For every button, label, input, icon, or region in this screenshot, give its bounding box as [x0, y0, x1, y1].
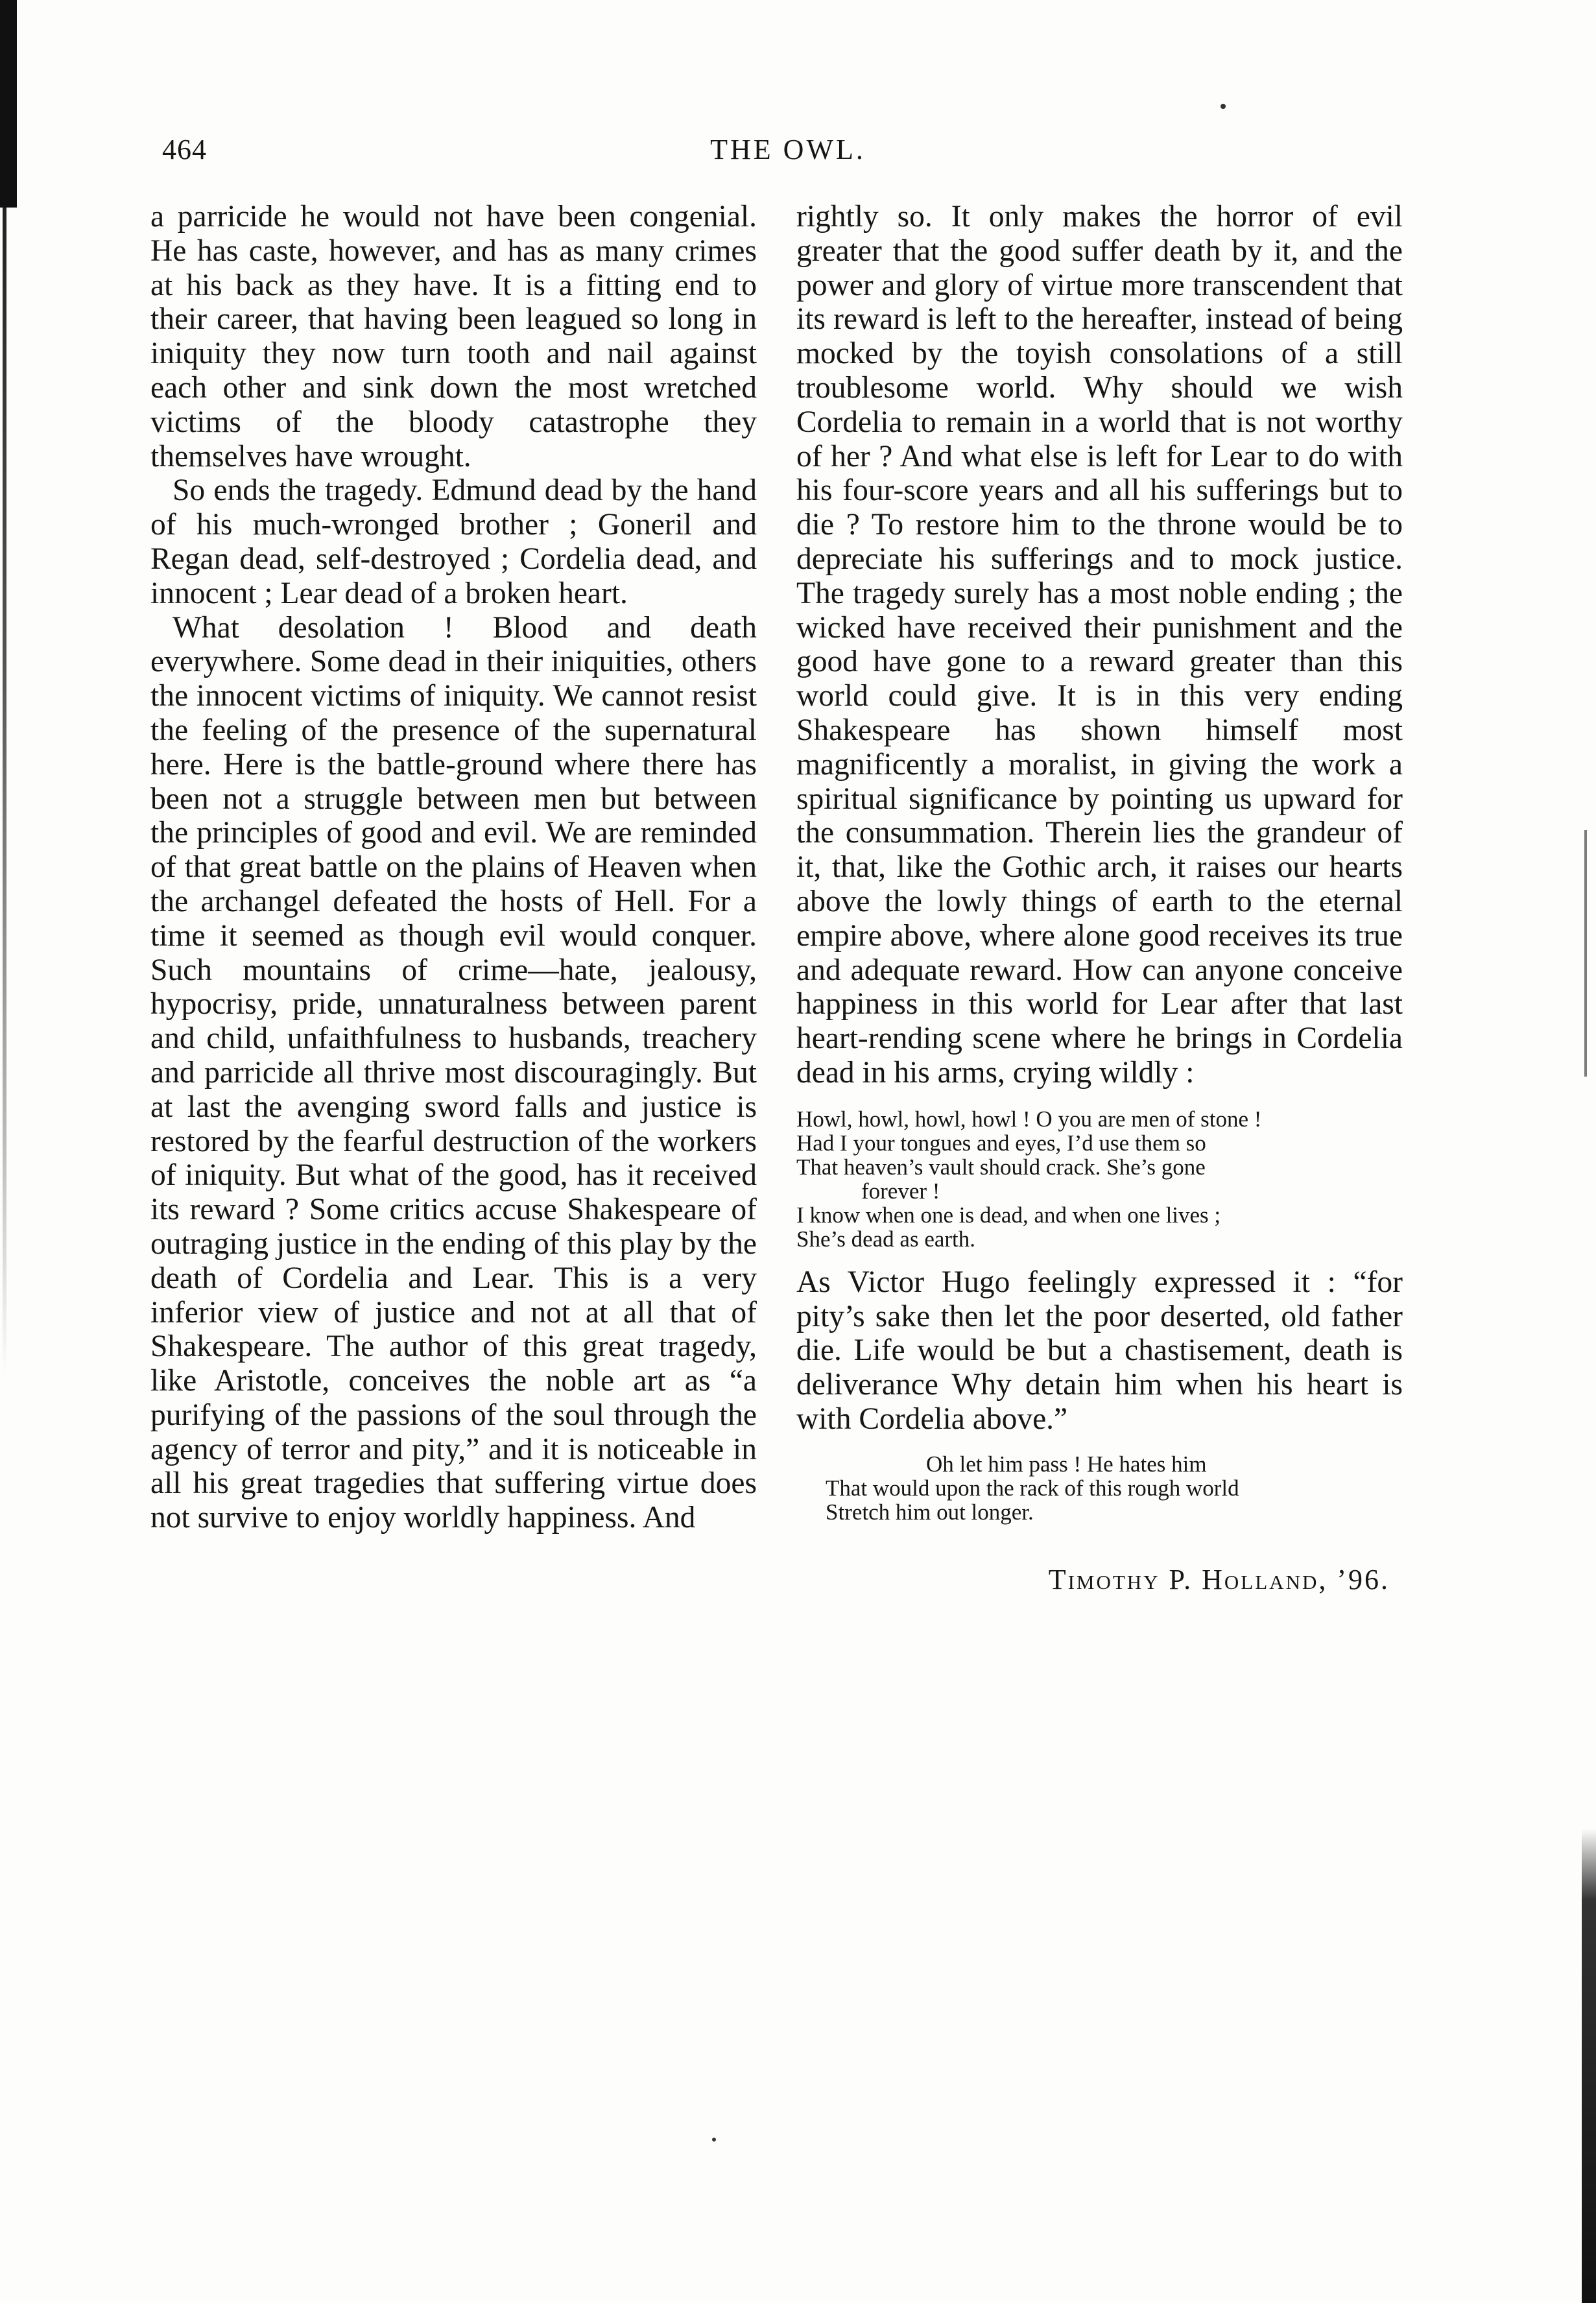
page-number: 464	[162, 134, 207, 165]
left-column	[150, 200, 757, 1535]
paragraph: rightly so. It only makes the horror of evil greater that the good suffer death by it, and the power and glory of virtue more transcendent that its reward is left to the hereafter, instead of being mocked by the toyish consolations of a still troublesome world. Why should we wish Cordelia to remain in a world that is not worthy of her ? And what else is left for Lear to do with his four-score years and all his sufferings but to die ? To restore him to the throne would be to depreciate his sufferings and to mock justice. The tragedy surely has a most noble ending ; the wicked have received their punishment and the good have gone to a reward greater than this world could give. It is in this very ending Shakespeare has shown himself most magnificently a moralist, in giving the work a spiritual significance by pointing us upward for the consummation. Therein lies the grandeur of it, that, like the Gothic arch, it raises our hearts above the lowly things of earth to the eternal empire above, where alone good receives its true and adequate reward. How can anyone conceive happiness in this world for Lear after that last heart-rending scene where he brings in Cordelia dead in his arms, crying wildly :	[796, 200, 1403, 1090]
verse-line: That would upon the rack of this rough world	[826, 1475, 1239, 1501]
verse-line: That heaven’s vault should crack. She’s gone	[796, 1154, 1206, 1180]
scan-edge-left-line	[3, 208, 6, 1375]
scan-edge-left	[0, 0, 17, 208]
scan-mark-right	[1584, 830, 1587, 1077]
verse-quote	[796, 1452, 1403, 1524]
paragraph: a parricide he would not have been congenial. He has caste, however, and has as many crimes at his back as they have. It is a fitting end to their career, that having been leagued so long in iniquity they now turn tooth and nail against each other and sink down the most wretched victims of the bloody catastrophe they themselves have wrought.	[150, 200, 757, 473]
verse-line: I know when one is dead, and when one lives ;	[796, 1202, 1221, 1228]
paragraph: So ends the tragedy. Edmund dead by the hand of his much-wronged brother ; Goneril and Regan dead, self-destroyed ; Cordelia dead, and innocent ; Lear dead of a broken heart.	[150, 473, 757, 610]
verse-line: forever !	[861, 1178, 940, 1204]
running-head: THE OWL.	[710, 134, 866, 165]
author-signature: Timothy P. Holland, ’96.	[1048, 1563, 1390, 1595]
paragraph: As Victor Hugo feelingly expressed it : “for pity’s sake then let the poor deserted, old father die. Life would be but a chastisement, death is deliverance Why detain him when his heart is with Cordelia above.”	[796, 1265, 1403, 1436]
paragraph: What desolation ! Blood and death everywhere. Some dead in their iniquities, others the innocent victims of iniquity. We cannot resist the feeling of the presence of the supernatural here. Here is the battle-ground where there has been not a struggle between men but between the principles of good and evil. We are reminded of that great battle on the plains of Heaven when the archangel defeated the hosts of Hell. For a time it seemed as though evil would conquer. Such mountains of crime—hate, jealousy, hypocrisy, pride, unnaturalness between parent and child, unfaithfulness to husbands, treachery and parricide all thrive most discouragingly. But at last the avenging sword falls and justice is restored by the fearful destruction of the workers of iniquity. But what of the good, has it received its reward ? Some critics accuse Shakespeare of outraging justice in the ending of this play by the death of Cordelia and Lear. This is a very inferior view of justice and not at all that of Shakespeare. The author of this great tragedy, like Aristotle, conceives the noble art as “a purifying of the passions of the soul through the agency of terror and pity,” and it is noticeable in all his great tragedies that suffering virtue does not survive to enjoy worldly happiness. And	[150, 610, 757, 1535]
right-column	[796, 200, 1403, 1597]
verse-line: Had I your tongues and eyes, I’d use them so	[796, 1130, 1206, 1156]
verse-line: Howl, howl, howl, howl ! O you are men of stone !	[796, 1106, 1262, 1132]
speck	[1221, 104, 1226, 109]
verse-line: Oh let him pass ! He hates him	[926, 1451, 1207, 1477]
speck	[712, 2138, 716, 2142]
scan-edge-right	[1582, 1829, 1596, 2303]
verse-quote	[796, 1107, 1403, 1251]
page-header	[149, 133, 1427, 178]
verse-line: Stretch him out longer.	[826, 1499, 1034, 1525]
verse-line: She’s dead as earth.	[796, 1226, 976, 1252]
